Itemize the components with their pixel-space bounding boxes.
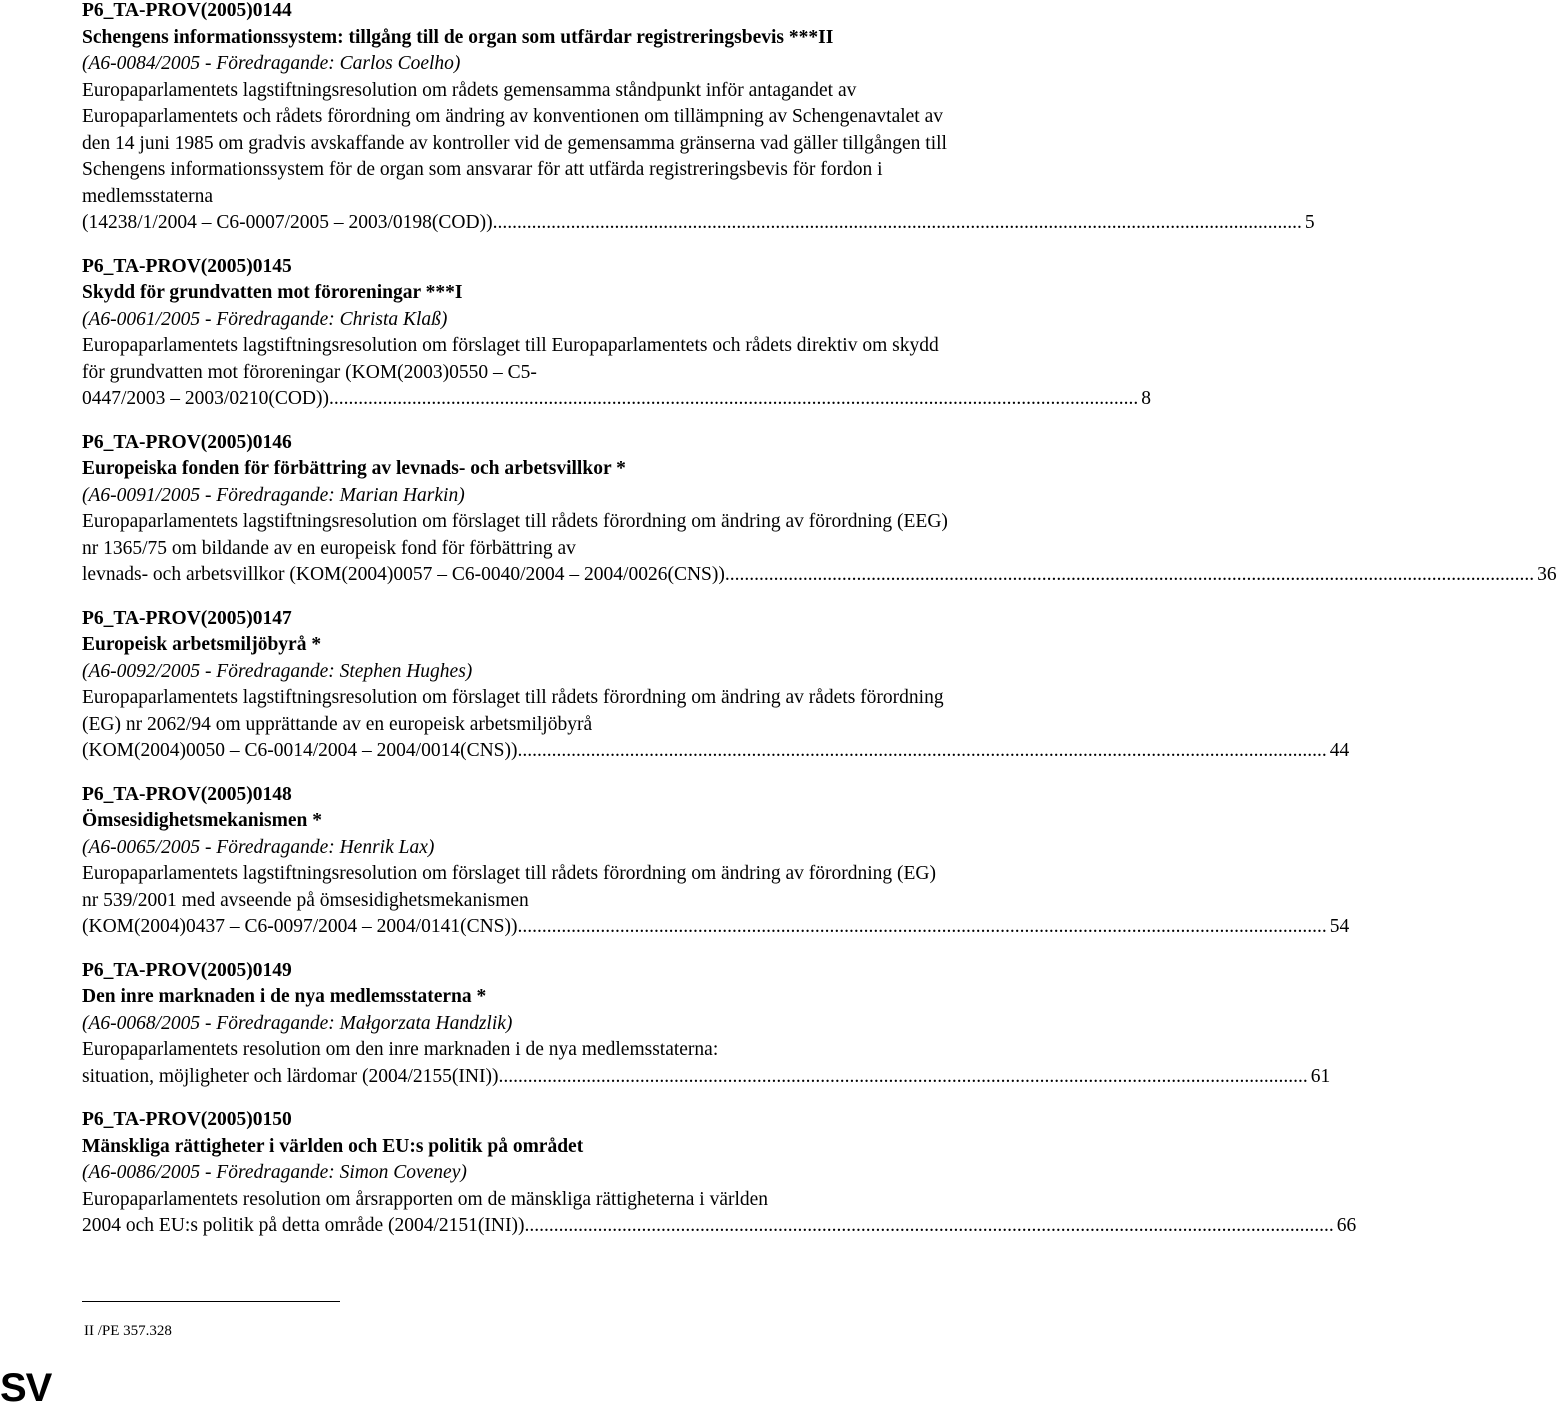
entry-title: Den inre marknaden i de nya medlemsstaterna * <box>82 986 487 1007</box>
entry-rapporteur: (A6-0092/2005 - Föredragande: Stephen Hughes) <box>82 660 473 682</box>
dot-leader <box>725 562 1534 589</box>
dot-leader <box>329 386 1138 413</box>
entry-title: Europeiska fonden för förbättring av levnads- och arbetsvillkor * <box>82 458 626 479</box>
entry-description: Europaparlamentets lagstiftningsresolution om rådets gemensamma ståndpunkt inför antagandet av Europaparlamentets och rådets förordning om ändring av konventionen om tillämpning av Schengenavtalet av den 14 juni 1985 om gradvis avskaffande av kontroller vid de gemensamma gränserna vad gäller tillgången till Schengens informationssystem för de organ som ansvarar för att utfärda registreringsbevis för fordon i medlemsstaterna <box>82 79 947 207</box>
entry-rapporteur: (A6-0091/2005 - Föredragande: Marian Harkin) <box>82 484 465 506</box>
entry-page-number: 36 <box>1537 564 1557 585</box>
entry-reference: P6_TA-PROV(2005)0145 <box>82 255 292 277</box>
entry-description: Europaparlamentets lagstiftningsresolution om förslaget till rådets förordning om ändring av rådets förordning (EG) nr 2062/94 om upprättande av en europeisk arbetsmiljöbyrå <box>82 687 944 735</box>
dot-leader <box>524 1213 1333 1240</box>
footer-divider <box>82 1301 340 1302</box>
entry-procedure: (KOM(2004)0437 – C6-0097/2004 – 2004/0141(CNS)) <box>82 916 518 937</box>
dot-leader <box>517 914 1326 941</box>
entry-title: Skydd för grundvatten mot föroreningar ***I <box>82 282 463 303</box>
entry-description: Europaparlamentets lagstiftningsresolution om förslaget till rådets förordning om ändring av förordning (EG) nr 539/2001 med avseende på ömsesidighetsmekanismen <box>82 863 937 911</box>
entry-procedure: 0447/2003 – 2003/0210(COD)) <box>82 388 329 409</box>
entry-last-line <box>82 1213 1357 1240</box>
entry-reference: P6_TA-PROV(2005)0144 <box>82 0 292 21</box>
toc-entry <box>82 606 1350 765</box>
language-code: SV <box>0 1366 52 1410</box>
entry-procedure: levnads- och arbetsvillkor (KOM(2004)0057 – C6-0040/2004 – 2004/0026(CNS)) <box>82 564 725 585</box>
entry-last-line <box>82 386 1151 413</box>
entry-reference: P6_TA-PROV(2005)0147 <box>82 607 292 629</box>
entry-page-number: 5 <box>1304 212 1315 233</box>
entry-page-number: 8 <box>1141 388 1151 409</box>
entry-description: Europaparlamentets lagstiftningsresolution om förslaget till rådets förordning om ändring av förordning (EEG) nr 1365/75 om bildande av en europeisk fond för förbättring av <box>82 511 948 559</box>
toc-entry <box>82 430 1557 589</box>
toc-entry <box>82 254 1151 413</box>
entry-title: Europeisk arbetsmiljöbyrå * <box>82 634 322 655</box>
entry-last-line <box>82 562 1557 589</box>
toc-entry <box>82 958 1331 1091</box>
entry-procedure: (14238/1/2004 – C6-0007/2005 – 2003/0198(COD)) <box>82 212 493 233</box>
dot-leader <box>498 1064 1307 1091</box>
entry-page-number: 44 <box>1329 740 1350 761</box>
entry-procedure: (KOM(2004)0050 – C6-0014/2004 – 2004/0014(CNS)) <box>82 740 518 761</box>
entry-title: Ömsesidighetsmekanismen * <box>82 810 322 831</box>
dot-leader <box>517 738 1326 765</box>
entry-reference: P6_TA-PROV(2005)0149 <box>82 959 292 981</box>
entry-page-number: 66 <box>1336 1215 1357 1236</box>
entry-last-line <box>82 914 1350 941</box>
entry-description: Europaparlamentets lagstiftningsresolution om förslaget till Europaparlamentets och rådets direktiv om skydd för grundvatten mot föroreningar (KOM(2003)0550 – C5- <box>82 335 939 383</box>
footer-document-reference: II /PE 357.328 <box>84 1323 172 1339</box>
entry-page-number: 61 <box>1310 1065 1331 1087</box>
entry-title: Schengens informationssystem: tillgång till de organ som utfärdar registreringsbevis ***II <box>82 26 834 48</box>
entry-page-number: 54 <box>1329 916 1350 937</box>
entry-procedure: 2004 och EU:s politik på detta område (2004/2151(INI)) <box>82 1215 525 1236</box>
entry-description: Europaparlamentets resolution om den inre marknaden i de nya medlemsstaterna: <box>82 1039 719 1060</box>
entry-reference: P6_TA-PROV(2005)0146 <box>82 431 292 453</box>
entry-description: Europaparlamentets resolution om årsrapporten om de mänskliga rättigheterna i världen <box>82 1188 769 1210</box>
table-of-contents <box>82 0 1557 1240</box>
entry-rapporteur: (A6-0061/2005 - Föredragande: Christa Klaß) <box>82 308 448 330</box>
entry-title: Mänskliga rättigheter i världen och EU:s politik på området <box>82 1135 584 1157</box>
entry-reference: P6_TA-PROV(2005)0150 <box>82 1109 292 1130</box>
dot-leader <box>493 210 1302 237</box>
entry-rapporteur: (A6-0086/2005 - Föredragande: Simon Coveney) <box>82 1162 467 1183</box>
toc-entry <box>82 1107 1357 1240</box>
entry-last-line <box>82 210 1315 237</box>
entry-rapporteur: (A6-0068/2005 - Föredragande: Małgorzata Handzlik) <box>82 1012 513 1034</box>
entry-procedure: situation, möjligheter och lärdomar (2004/2155(INI)) <box>82 1065 499 1087</box>
entry-last-line <box>82 738 1350 765</box>
entry-last-line <box>82 1064 1331 1091</box>
toc-entry <box>82 782 1350 941</box>
entry-rapporteur: (A6-0084/2005 - Föredragande: Carlos Coelho) <box>82 53 461 74</box>
entry-rapporteur: (A6-0065/2005 - Föredragande: Henrik Lax) <box>82 836 435 858</box>
entry-reference: P6_TA-PROV(2005)0148 <box>82 783 292 805</box>
toc-entry <box>82 0 1315 237</box>
